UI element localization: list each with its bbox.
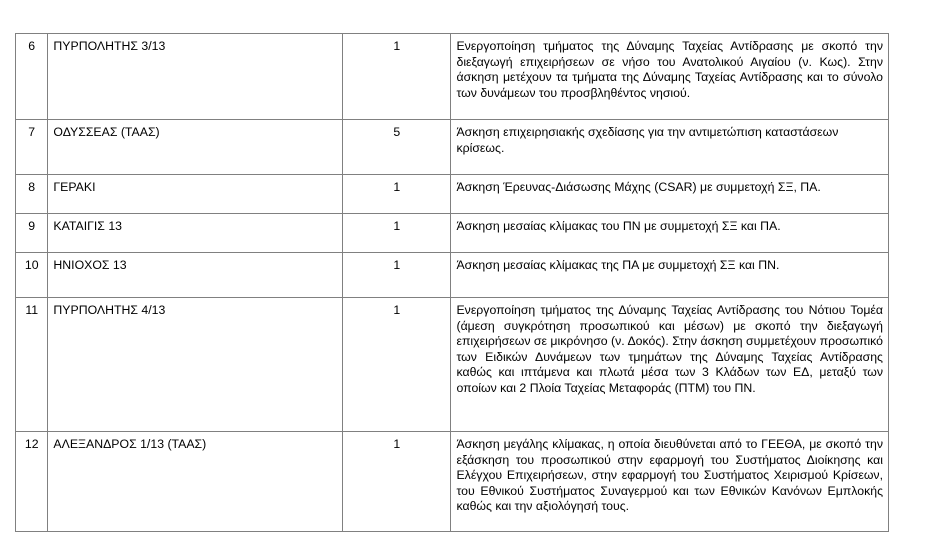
exercise-name: ΑΛΕΞΑΝΔΡΟΣ 1/13 (ΤΑΑΣ) <box>48 432 343 532</box>
exercise-count: 5 <box>343 120 451 175</box>
row-number: 10 <box>16 253 48 298</box>
exercise-description: Άσκηση επιχειρησιακής σχεδίασης για την αντιμετώπιση καταστάσεων κρίσεως. <box>451 120 889 175</box>
table-row <box>16 253 889 298</box>
table-row <box>16 120 889 175</box>
row-number: 9 <box>16 214 48 253</box>
row-number: 11 <box>16 298 48 432</box>
exercise-name: ΟΔΥΣΣΕΑΣ (ΤΑΑΣ) <box>48 120 343 175</box>
exercise-description: Άσκηση μεγάλης κλίμακας, η οποία διευθύνεται από το ΓΕΕΘΑ, με σκοπό την εξάσκηση του προσωπικού στην εφαρμογή του Συστήματος Διοίκησης και Ελέγχου Επιχειρήσεων, στην εφαρμογή του Συστήματος Χειρισμού Κρίσεων, του Εθνικού Συστήματος Συναγερμού και των Εθνικών Κανόνων Εμπλοκής καθώς και την αξιολόγησή τους. <box>451 432 889 532</box>
exercise-name: ΠΥΡΠΟΛΗΤΗΣ 3/13 <box>48 34 343 120</box>
table-row <box>16 214 889 253</box>
exercise-description: Άσκηση μεσαίας κλίμακας της ΠΑ με συμμετοχή ΣΞ και ΠΝ. <box>451 253 889 298</box>
exercise-name: ΗΝΙΟΧΟΣ 13 <box>48 253 343 298</box>
exercise-description: Άσκηση μεσαίας κλίμακας του ΠΝ με συμμετοχή ΣΞ και ΠΑ. <box>451 214 889 253</box>
exercise-count: 1 <box>343 34 451 120</box>
row-number: 12 <box>16 432 48 532</box>
exercise-count: 1 <box>343 253 451 298</box>
table-row <box>16 432 889 532</box>
table-row <box>16 34 889 120</box>
exercise-count: 1 <box>343 175 451 214</box>
exercise-count: 1 <box>343 298 451 432</box>
exercise-description: Ενεργοποίηση τμήματος της Δύναμης Ταχείας Αντίδρασης του Νότιου Τομέα (άμεση συγκρότηση προσωπικού και μέσων) με σκοπό την διεξαγωγή επιχειρήσεων σε μικρόνησο (ν. Δοκός). Στην άσκηση συμμετέχουν προσωπικό των Ειδικών Δυνάμεων των τμημάτων της Δύναμης Ταχείας Αντίδρασης καθώς και ιπτάμενα και πλωτά μέσα των 3 Κλάδων των ΕΔ, μεταξύ των οποίων και 2 Πλοία Ταχείας Μεταφοράς (ΠΤΜ) του ΠΝ. <box>451 298 889 432</box>
exercise-name: ΓΕΡΑΚΙ <box>48 175 343 214</box>
exercise-count: 1 <box>343 432 451 532</box>
exercises-table <box>15 33 889 532</box>
table-row <box>16 298 889 432</box>
exercise-name: ΚΑΤΑΙΓΙΣ 13 <box>48 214 343 253</box>
exercise-description: Ενεργοποίηση τμήματος της Δύναμης Ταχείας Αντίδρασης με σκοπό την διεξαγωγή επιχειρήσεων σε νήσο του Ανατολικού Αιγαίου (ν. Κως). Στην άσκηση μετέχουν τα τμήματα της Δύναμης Ταχείας Αντίδρασης και το σύνολο των δυνάμεων του προσβληθέντος νησιού. <box>451 34 889 120</box>
row-number: 8 <box>16 175 48 214</box>
exercise-count: 1 <box>343 214 451 253</box>
row-number: 6 <box>16 34 48 120</box>
exercise-name: ΠΥΡΠΟΛΗΤΗΣ 4/13 <box>48 298 343 432</box>
row-number: 7 <box>16 120 48 175</box>
table-row <box>16 175 889 214</box>
exercise-description: Άσκηση Έρευνας-Διάσωσης Μάχης (CSAR) με συμμετοχή ΣΞ, ΠΑ. <box>451 175 889 214</box>
